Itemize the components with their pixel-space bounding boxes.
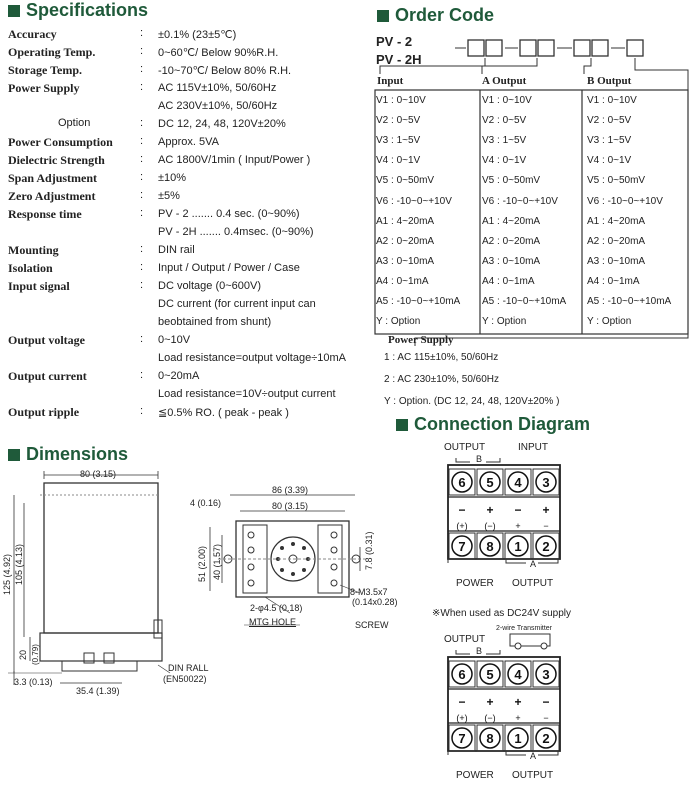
dim-label: 125 (4.92) (2, 553, 12, 595)
spec-label: Output current (8, 369, 87, 383)
order-code-option: A3 : 0~10mA (587, 255, 646, 267)
spec-colon: : (140, 369, 144, 381)
polarity-sign: − (514, 503, 522, 517)
spec-value: -10~70℃/ Below 80% R.H. (158, 65, 292, 77)
bracket-line (456, 650, 470, 654)
polarity-sign: + (515, 521, 521, 531)
spec-colon: : (140, 207, 144, 219)
spec-colon: : (140, 333, 144, 345)
terminal-number: 3 (542, 475, 550, 490)
order-code-option: A4 : 0~1mA (376, 275, 429, 287)
terminal-number: 8 (486, 539, 494, 554)
spec-colon: : (140, 279, 144, 291)
spec-colon: : (140, 45, 144, 57)
polarity-sign: (−) (484, 713, 496, 723)
dim-label: 80 (3.15) (80, 469, 117, 479)
spec-value: AC 115V±10%, 50/60Hz (158, 82, 277, 94)
terminal-screw-icon (541, 643, 547, 649)
terminal-number: 7 (458, 539, 466, 554)
section-square-icon (8, 449, 20, 461)
bracket-line (486, 458, 500, 462)
polarity-sign: − (458, 695, 466, 709)
spec-value: DC voltage (0~600V) (158, 280, 262, 292)
spec-colon: : (140, 405, 144, 417)
order-code-option: V2 : 0~5V (482, 115, 527, 127)
dim-label: 2-φ4.5 (0.18) (250, 603, 303, 613)
dimensions-title: Dimensions (8, 444, 128, 465)
connection-title: Connection Diagram (396, 414, 590, 435)
spec-value: DC current (for current input can (158, 298, 316, 310)
order-code-option: V1 : 0~10V (587, 95, 637, 106)
spec-value: DC 12, 24, 48, 120V±20% (158, 118, 286, 130)
spec-value: 0~10V (158, 334, 191, 346)
terminal-number: 2 (542, 539, 550, 554)
terminal-number: 1 (514, 731, 522, 746)
spec-colon: : (140, 189, 144, 201)
spec-label: Option (58, 117, 91, 129)
dim-label: (EN50022) (163, 674, 207, 684)
spec-label: Storage Temp. (8, 63, 83, 77)
polarity-sign: + (514, 695, 522, 709)
dim-label: 4 (0.16) (190, 498, 222, 508)
power-label: POWER (456, 770, 494, 781)
spec-label: Operating Temp. (8, 45, 96, 59)
order-code-option: V2 : 0~5V (376, 115, 421, 127)
spec-value: beobtained from shunt) (158, 316, 272, 328)
dim-label: (0.14x0.28) (352, 597, 398, 607)
order-code-option: Y : Option (587, 316, 632, 328)
output-label: OUTPUT (444, 634, 486, 645)
spec-label: Zero Adjustment (8, 189, 96, 203)
spec-label: Output ripple (8, 405, 80, 419)
spec-value: AC 1800V/1min ( Input/Power ) (158, 154, 311, 166)
spec-colon: : (140, 63, 144, 75)
dim-label: 80 (3.15) (272, 501, 309, 511)
dim-label: 7.8 (0.31) (364, 531, 374, 570)
order-code-option: A5 : -10~0~+10mA (482, 296, 567, 307)
order-code-option: A4 : 0~1mA (587, 275, 640, 287)
spec-label: Power Consumption (8, 135, 113, 149)
order-code-option: A3 : 0~10mA (482, 255, 541, 267)
order-code-option: V3 : 1~5V (587, 135, 632, 147)
spec-label: Span Adjustment (8, 171, 98, 185)
spec-label: Response time (8, 207, 82, 221)
bracket-line (486, 650, 500, 654)
spec-value: ≦0.5% RO. ( peak - peak ) (158, 407, 289, 419)
output-label: OUTPUT (512, 770, 554, 781)
dim-label: 20 (18, 649, 28, 660)
dim-label: 40 (1.57) (212, 543, 222, 580)
dim-label: SCREW (355, 620, 389, 630)
dim-label: DIN RALL (168, 663, 209, 673)
order-code-title: Order Code (377, 5, 494, 26)
spec-value: Approx. 5VA (158, 136, 219, 148)
spec-colon: : (140, 171, 144, 183)
order-code-option: Y : Option (376, 316, 421, 328)
spec-value: PV - 2 ....... 0.4 sec. (0~90%) (158, 208, 300, 220)
section-square-icon (8, 5, 20, 17)
order-code-option: V4 : 0~1V (376, 155, 421, 167)
spec-value: 0~20mA (158, 370, 200, 382)
dim-label: MTG HOLE (249, 617, 297, 627)
polarity-sign: + (542, 503, 550, 517)
polarity-sign: + (486, 695, 494, 709)
spec-value: 0~60℃/ Below 90%R.H. (158, 47, 279, 59)
order-code-option: V3 : 1~5V (482, 135, 527, 147)
spec-label: Accuracy (8, 27, 57, 41)
dim-label: 35.4 (1.39) (76, 686, 120, 696)
order-code-option: A1 : 4~20mA (482, 215, 541, 227)
spec-colon: : (140, 117, 144, 129)
polarity-sign: − (542, 695, 550, 709)
order-code-option: A5 : -10~0~+10mA (376, 296, 461, 307)
order-code-option: V5 : 0~50mV (482, 175, 541, 187)
spec-value: DIN rail (158, 244, 195, 256)
spec-label: Dielectric Strength (8, 153, 105, 167)
spec-value: Load resistance=output voltage÷10mA (158, 352, 346, 364)
b-label: B (476, 454, 483, 464)
order-code-option: V6 : -10~0~+10V (376, 195, 452, 207)
terminal-number: 8 (486, 731, 494, 746)
polarity-sign: (−) (484, 521, 496, 531)
spec-value: Input / Output / Power / Case (158, 262, 300, 274)
order-code-option: V3 : 1~5V (376, 135, 421, 147)
order-code-option: A2 : 0~20mA (482, 235, 541, 247)
polarity-sign: − (543, 713, 549, 723)
col-head-a-output: A Output (482, 75, 527, 87)
model-pv2: PV - 2 (376, 34, 413, 49)
specifications-title: Specifications (8, 0, 148, 21)
input-label: INPUT (518, 442, 548, 453)
order-code-option: V2 : 0~5V (587, 115, 632, 127)
model-pv2h: PV - 2H (376, 52, 422, 67)
terminal-number: 7 (458, 731, 466, 746)
polarity-sign: (+) (456, 521, 468, 531)
spec-colon: : (140, 81, 144, 93)
order-code-option: V6 : -10~0~+10V (482, 195, 558, 207)
order-code-option: A4 : 0~1mA (482, 275, 535, 287)
dim-label: 51 (2.00) (197, 545, 207, 582)
b-label: B (476, 646, 483, 656)
spec-label: Output voltage (8, 333, 86, 347)
order-code-option: A2 : 0~20mA (587, 235, 646, 247)
section-square-icon (396, 419, 408, 431)
terminal-number: 6 (458, 475, 466, 490)
bracket-line (456, 458, 470, 462)
order-code-option: V4 : 0~1V (482, 155, 527, 167)
power-label: POWER (456, 578, 494, 589)
terminal-number: 1 (514, 539, 522, 554)
spec-colon: : (140, 261, 144, 273)
terminal-number: 6 (458, 667, 466, 682)
power-supply-item: Y : Option. (DC 12, 24, 48, 120V±20% ) (384, 396, 560, 407)
dim-label: 86 (3.39) (272, 485, 309, 495)
dim-label: 3.3 (0.13) (14, 677, 53, 687)
polarity-sign: (+) (456, 713, 468, 723)
polarity-sign: − (458, 503, 466, 517)
order-code-option: V1 : 0~10V (376, 95, 426, 106)
power-supply-item: 2 : AC 230±10%, 50/60Hz (384, 374, 500, 385)
polarity-sign: + (486, 503, 494, 517)
order-code-option: V4 : 0~1V (587, 155, 632, 167)
spec-value: AC 230V±10%, 50/60Hz (158, 100, 278, 112)
spec-value: Load resistance=10V÷output current (158, 388, 336, 400)
spec-value: ±0.1% (23±5℃) (158, 29, 237, 41)
col-head-input: Input (377, 75, 404, 87)
spec-label: Isolation (8, 261, 53, 275)
order-code-option: A5 : -10~0~+10mA (587, 296, 672, 307)
spec-value: PV - 2H ....... 0.4msec. (0~90%) (158, 226, 314, 238)
terminal-number: 4 (514, 667, 522, 682)
order-code-option: Y : Option (482, 316, 527, 328)
spec-label: Power Supply (8, 81, 80, 95)
spec-colon: : (140, 153, 144, 165)
power-supply-item: 1 : AC 115±10%, 50/60Hz (384, 352, 499, 363)
order-code-option: V5 : 0~50mV (587, 175, 646, 187)
terminal-screw-icon (515, 643, 521, 649)
spec-value: ±10% (158, 172, 187, 184)
polarity-sign: − (543, 521, 549, 531)
spec-label: Mounting (8, 243, 59, 257)
polarity-sign: + (515, 713, 521, 723)
terminal-number: 5 (486, 667, 494, 682)
order-code-option: A1 : 4~20mA (587, 215, 646, 227)
order-code-option: V5 : 0~50mV (376, 175, 435, 187)
terminal-number: 5 (486, 475, 494, 490)
terminal-number: 2 (542, 731, 550, 746)
spec-colon: : (140, 27, 144, 39)
dim-label: (0.79) (31, 644, 40, 665)
dim-label: 105 (4.13) (14, 543, 24, 585)
terminal-number: 3 (542, 667, 550, 682)
spec-colon: : (140, 243, 144, 255)
order-code-option: A2 : 0~20mA (376, 235, 435, 247)
order-code-option: V1 : 0~10V (482, 95, 532, 106)
transmitter-label: 2-wire Transmitter (496, 625, 553, 632)
spec-value: ±5% (158, 190, 180, 202)
order-code-option: A1 : 4~20mA (376, 215, 435, 227)
spec-label: Input signal (8, 279, 70, 293)
section-square-icon (377, 10, 389, 22)
a-label: A (530, 559, 537, 569)
order-code-option: A3 : 0~10mA (376, 255, 435, 267)
order-code-option: V6 : -10~0~+10V (587, 195, 663, 207)
spec-colon: : (140, 135, 144, 147)
a-label: A (530, 751, 537, 761)
col-head-b-output: B Output (587, 75, 632, 87)
output-label: OUTPUT (512, 578, 554, 589)
power-supply-head: Power Supply (388, 334, 454, 346)
output-label: OUTPUT (444, 442, 486, 453)
terminal-number: 4 (514, 475, 522, 490)
dc24v-note: ※When used as DC24V supply (432, 608, 572, 619)
dim-label: 8-M3.5x7 (350, 587, 388, 597)
